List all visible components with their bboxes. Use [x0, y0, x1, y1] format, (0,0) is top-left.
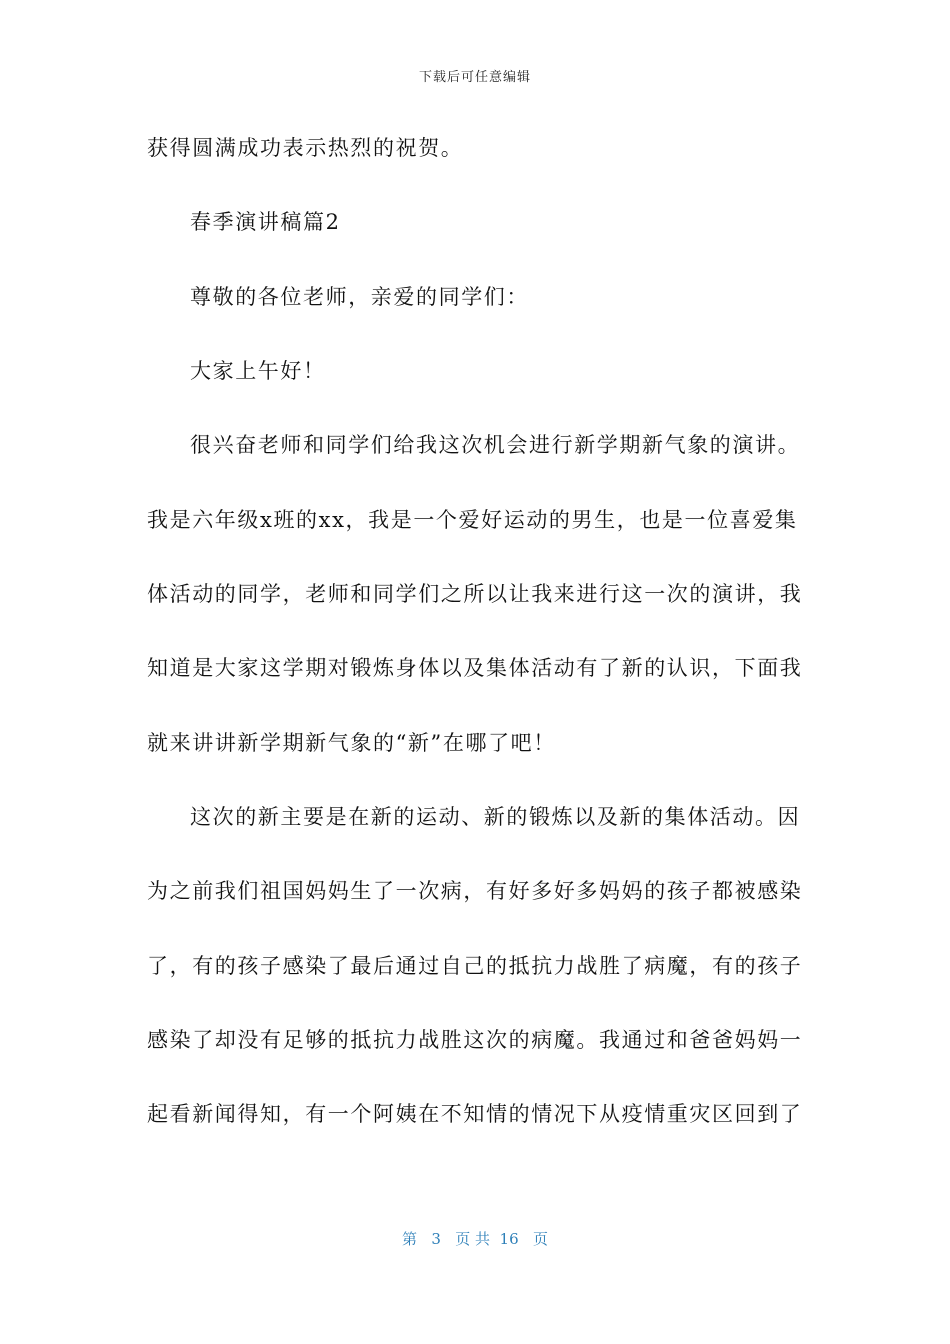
footer-suffix: 页: [532, 1230, 548, 1248]
greeting: 大家上午好！: [190, 359, 326, 383]
text-line: 体活动的同学，老师和同学们之所以让我来进行这一次的演讲，我: [147, 582, 803, 606]
text-line: 起看新闻得知，有一个阿姨在不知情的情况下从疫情重灾区回到了: [147, 1102, 803, 1126]
current-page-number: 3: [431, 1230, 441, 1248]
text-line: 我是六年级x班的xx，我是一个爱好运动的男生，也是一位喜爱集: [147, 508, 798, 532]
text-line: 感染了却没有足够的抵抗力战胜这次的病魔。我通过和爸爸妈妈一: [147, 1028, 803, 1052]
text-line: 为之前我们祖国妈妈生了一次病，有好多好多妈妈的孩子都被感染: [147, 879, 803, 903]
text-line: 就来讲讲新学期新气象的“新”在哪了吧！: [147, 731, 556, 755]
text-line: 获得圆满成功表示热烈的祝贺。: [147, 136, 464, 160]
total-pages-number: 16: [499, 1230, 519, 1248]
footer-prefix: 第: [402, 1230, 418, 1248]
text-line: 知道是大家这学期对锻炼身体以及集体活动有了新的认识，下面我: [147, 656, 803, 680]
salutation: 尊敬的各位老师，亲爱的同学们：: [190, 285, 529, 309]
section-heading: 春季演讲稿篇2: [190, 210, 341, 234]
header-note: 下载后可任意编辑: [418, 70, 531, 85]
text-line: 这次的新主要是在新的运动、新的锻炼以及新的集体活动。因: [190, 805, 801, 829]
footer-middle: 页 共: [455, 1230, 490, 1248]
text-line: 了，有的孩子感染了最后通过自己的抵抗力战胜了病魔，有的孩子: [147, 954, 803, 978]
page-footer: [0, 1228, 950, 1249]
text-line: 很兴奋老师和同学们给我这次机会进行新学期新气象的演讲。: [190, 433, 801, 457]
